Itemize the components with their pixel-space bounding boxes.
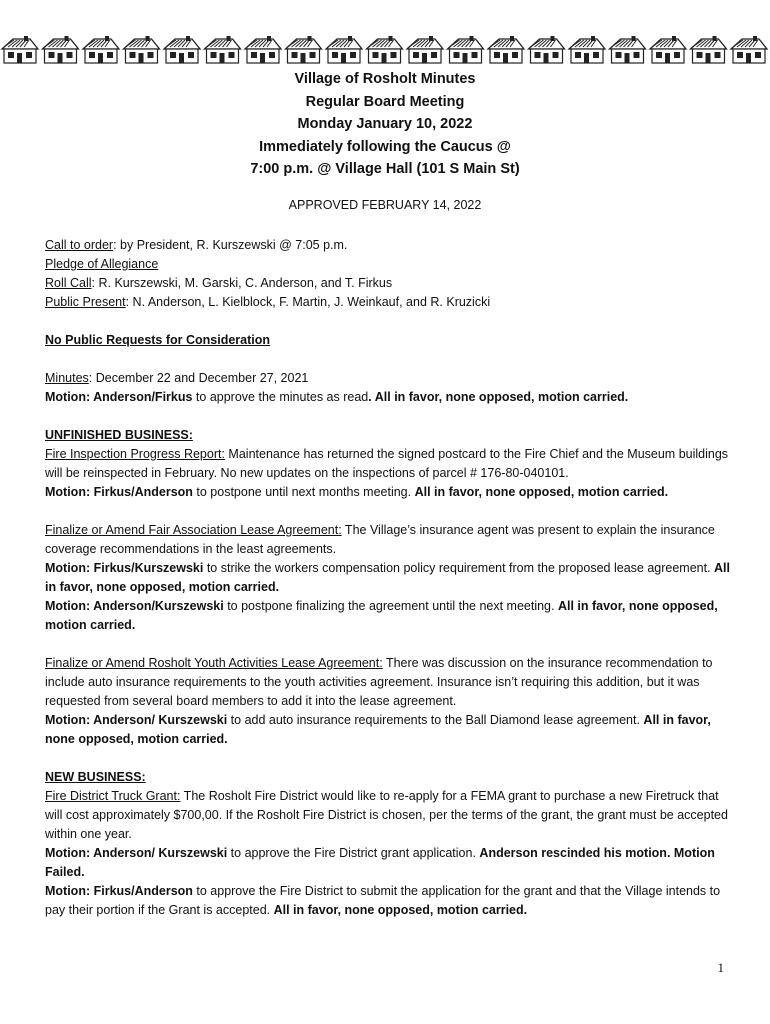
fair-lease-motion-1: Motion: Firkus/Kurszewski to strike the workers compensation policy requirement from the proposed lease agreement. All in favor, none opposed, motion carried. [45, 561, 731, 594]
title-line-3: Monday January 10, 2022 [297, 116, 473, 132]
fire-inspection-item: Fire Inspection Progress Report: Maintenance has returned the signed postcard to the Fire Chief and the Museum buildings will be reinspected in February. No new updates on the inspections of parcel # 176-80-040101. [45, 447, 729, 480]
house-icon [407, 36, 443, 63]
house-icon [43, 36, 79, 63]
unfinished-heading: UNFINISHED BUSINESS: [45, 428, 193, 442]
youth-lease-motion: Motion: Anderson/ Kurszewski to add auto insurance requirements to the Ball Diamond lease agreement. All in favor, none opposed, motion carried. [45, 713, 711, 746]
new-business-heading: NEW BUSINESS: [45, 770, 146, 784]
house-icon [488, 36, 524, 63]
page-number: 1 [717, 960, 724, 975]
house-icon [529, 36, 565, 63]
fire-inspection-motion: Motion: Firkus/Anderson to postpone until next months meeting. All in favor, none opposed, motion carried. [45, 485, 669, 499]
minutes-body [45, 236, 735, 920]
call-to-order: Call to order: by President, R. Kurszewski @ 7:05 p.m. [45, 238, 348, 252]
house-icon [569, 36, 605, 63]
fair-lease-item: Finalize or Amend Fair Association Lease Agreement: The Village’s insurance agent was present to explain the insurance coverage recommendations in the least agreements. [45, 523, 715, 556]
truck-grant-item: Fire District Truck Grant: The Rosholt Fire District would like to re-apply for a FEMA grant to purchase a new Firetruck that will cost approximately $700,00. If the Rosholt Fire District is chosen, per the terms of the grant, the grant must be accepted within one year. [45, 789, 728, 841]
approved-note: APPROVED FEBRUARY 14, 2022 [288, 198, 482, 212]
house-icon [2, 36, 38, 63]
house-icon [245, 36, 281, 63]
no-public-heading: No Public Requests for Consideration [45, 333, 271, 347]
house-icon [448, 36, 484, 63]
truck-grant-motion-1: Motion: Anderson/ Kurszewski to approve the Fire District grant application. Anderson rescinded his motion. Motion Failed. [45, 846, 715, 879]
fair-lease-motion-2: Motion: Anderson/Kurszewski to postpone finalizing the agreement until the next meeting. All in favor, none opposed, motion carried. [45, 599, 718, 632]
title-line-2: Regular Board Meeting [305, 93, 465, 110]
pledge: Pledge of Allegiance [45, 257, 159, 271]
roll-call: Roll Call: R. Kurszewski, M. Garski, C. Anderson, and T. Firkus [45, 276, 393, 290]
title-line-5: 7:00 p.m. @ Village Hall (101 S Main St) [250, 161, 520, 177]
document-title [0, 68, 770, 181]
truck-grant-motion-2: Motion: Firkus/Anderson to approve the Fire District to submit the application for the grant and that the Village intends to pay their portion if the Grant is accepted. All in favor, none opposed, motion carried. [45, 884, 721, 917]
title-line-4: Immediately following the Caucus @ [259, 138, 511, 155]
house-icon [286, 36, 322, 63]
house-icon [205, 36, 241, 63]
house-border [0, 36, 770, 66]
house-icon [610, 36, 646, 63]
house-icon [326, 36, 362, 63]
minutes-approval: Minutes: December 22 and December 27, 2021 [45, 371, 309, 385]
house-icon [650, 36, 686, 63]
house-icon [124, 36, 160, 63]
house-icon [731, 36, 767, 63]
house-icon [367, 36, 403, 63]
house-icon [691, 36, 727, 63]
minutes-motion: Motion: Anderson/Firkus to approve the minutes as read. All in favor, none opposed, motion carried. [45, 390, 629, 404]
youth-lease-item: Finalize or Amend Rosholt Youth Activities Lease Agreement: There was discussion on the insurance recommendation to include auto insurance requirements to the youth activities agreement. Insurance isn’t requiring this addition, but it was requested from several board members to add it into the lease agreement. [45, 656, 713, 708]
title-line-1: Village of Rosholt Minutes [294, 71, 476, 87]
public-present: Public Present: N. Anderson, L. Kielblock, F. Martin, J. Weinkauf, and R. Kruzicki [45, 295, 491, 309]
house-icon [164, 36, 200, 63]
house-icon [83, 36, 119, 63]
